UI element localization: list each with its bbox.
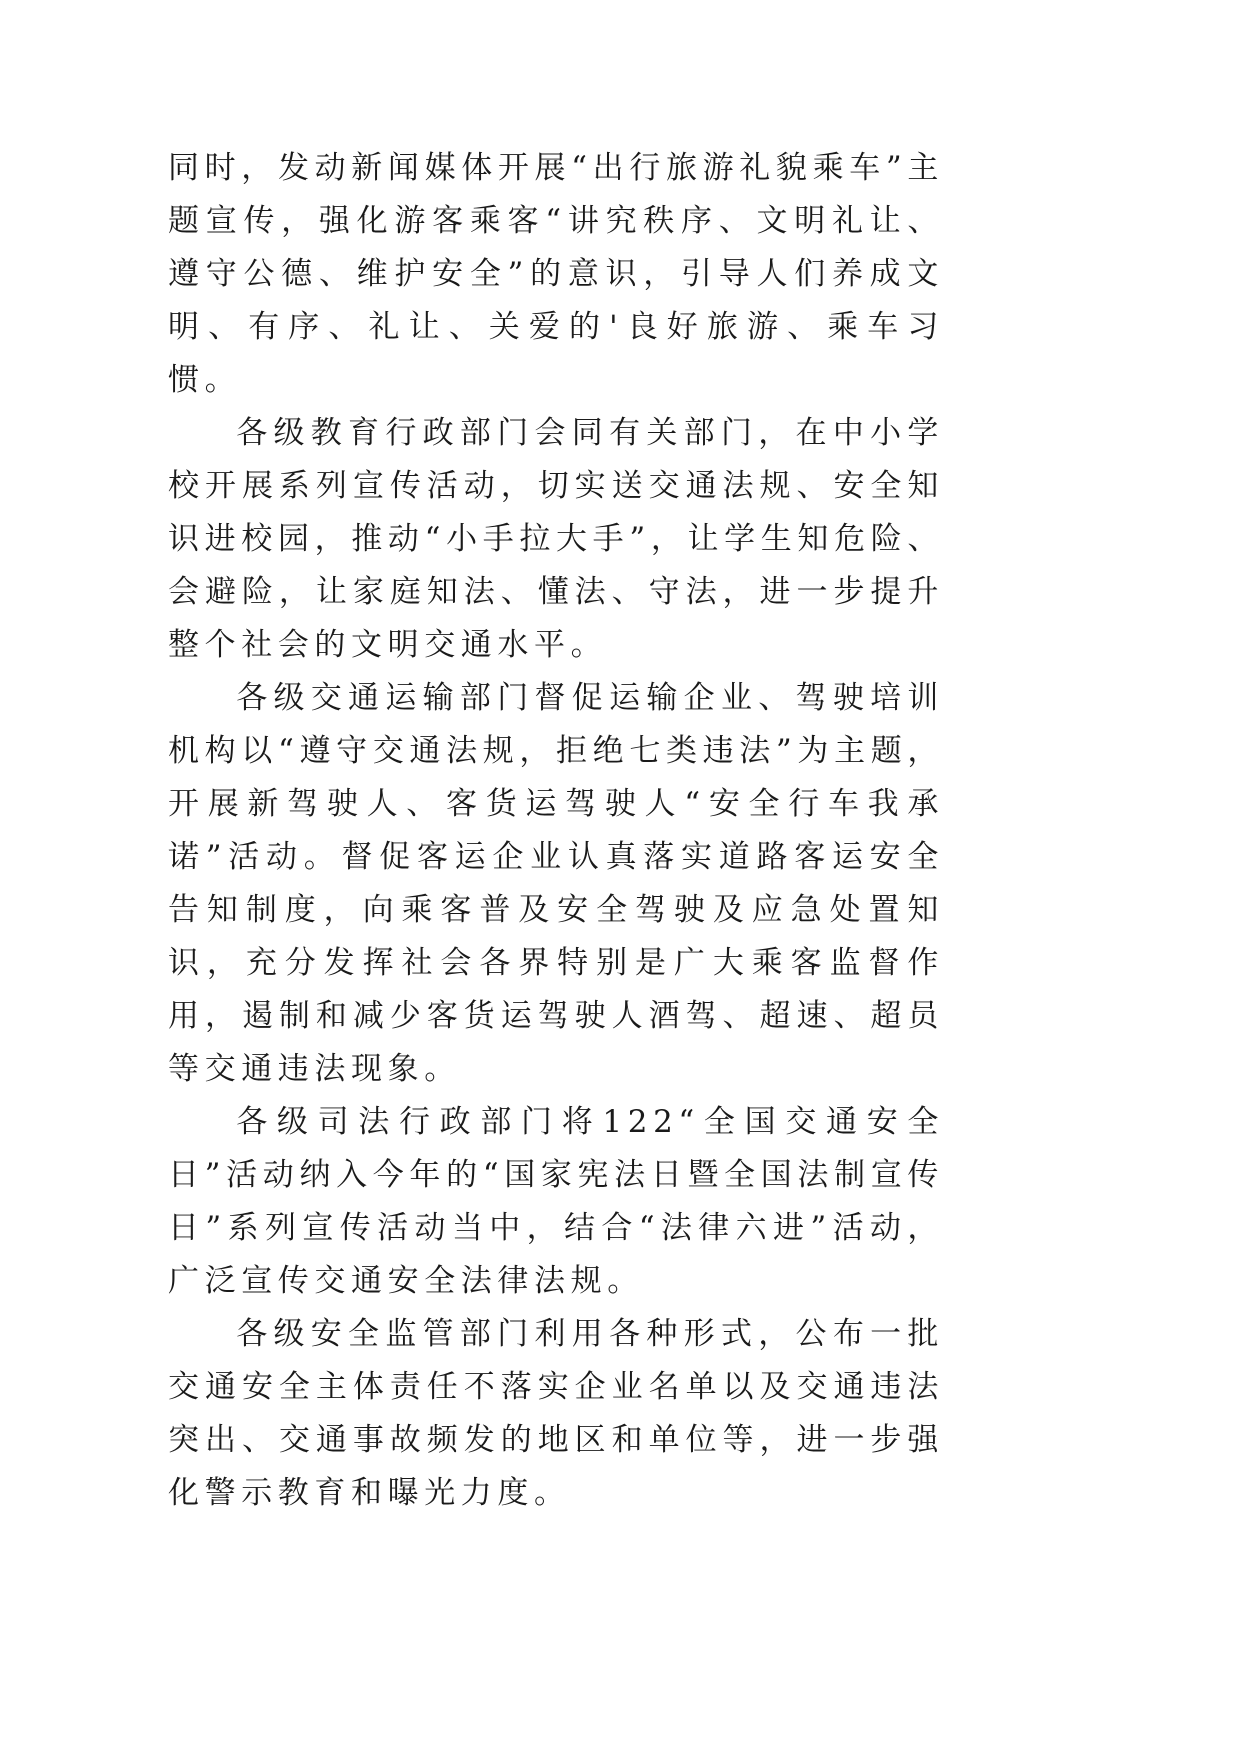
paragraph-2: 各级教育行政部门会同有关部门，在中小学校开展系列宣传活动，切实送交通法规、安全知识进校园，推动“小手拉大手”，让学生知危险、会避险，让家庭知法、懂法、守法，进一步提升整个社会的文明交通水平。	[168, 415, 944, 663]
document-body	[168, 142, 944, 1520]
paragraph-3: 各级交通运输部门督促运输企业、驾驶培训机构以“遵守交通法规，拒绝七类违法”为主题，开展新驾驶人、客货运驾驶人“安全行车我承诺”活动。督促客运企业认真落实道路客运安全告知制度，向乘客普及安全驾驶及应急处置知识，充分发挥社会各界特别是广大乘客监督作用，遏制和减少客货运驾驶人酒驾、超速、超员等交通违法现象。	[168, 680, 944, 1087]
paragraph-1: 同时，发动新闻媒体开展“出行旅游礼貌乘车”主题宣传，强化游客乘客“讲究秩序、文明礼让、遵守公德、维护安全”的意识，引导人们养成文明、有序、礼让、关爱的'良好旅游、乘车习惯。	[168, 150, 944, 398]
paragraph-5: 各级安全监管部门利用各种形式，公布一批交通安全主体责任不落实企业名单以及交通违法突出、交通事故频发的地区和单位等，进一步强化警示教育和曝光力度。	[168, 1316, 944, 1511]
paragraph-4: 各级司法行政部门将122“全国交通安全日”活动纳入今年的“国家宪法日暨全国法制宣传日”系列宣传活动当中，结合“法律六进”活动，广泛宣传交通安全法律法规。	[168, 1104, 944, 1299]
